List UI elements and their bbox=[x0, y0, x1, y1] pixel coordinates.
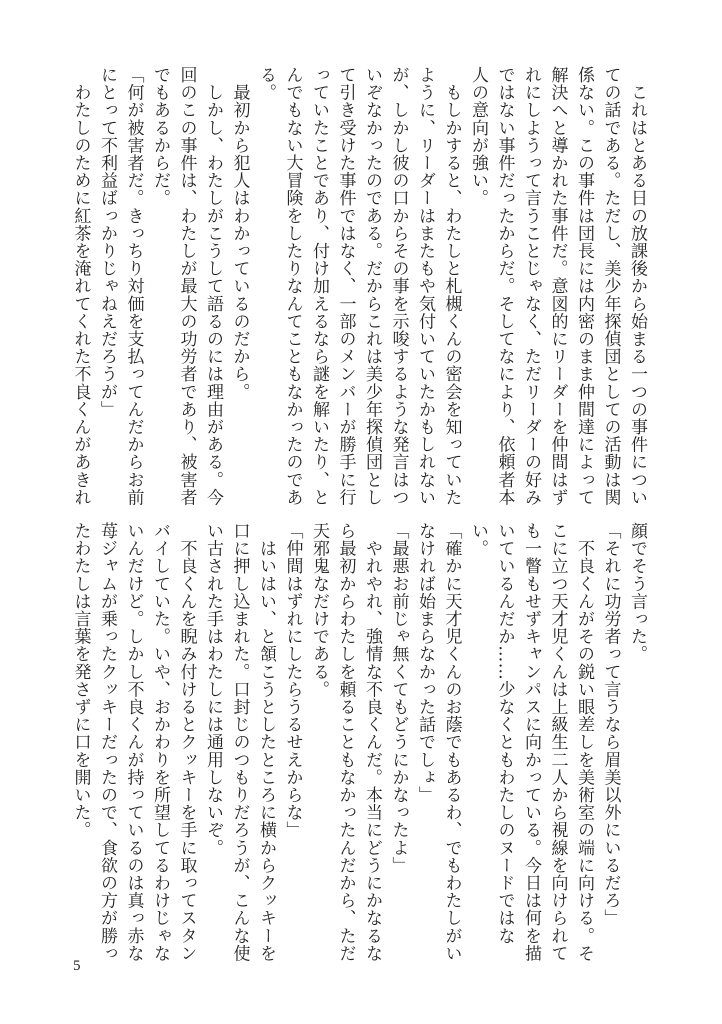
text-line: やれやれ、強情な不良くんだ。本当にどうにかなるな bbox=[362, 522, 382, 962]
text-line: わたしのために紅茶を淹れてくれた不良くんがあきれ bbox=[70, 66, 91, 506]
text-line: 「何が被害者だ。きっちり対価を支払ってんだからお前 bbox=[123, 66, 144, 506]
top-text-block bbox=[67, 66, 650, 506]
text-line: い。 bbox=[468, 522, 488, 558]
text-line: 解決へと導かれた事件だ。意図的にリーダーを仲間はず bbox=[547, 66, 568, 506]
text-line: 「最悪お前じゃ無くてもどうにかなったよ」 bbox=[388, 522, 409, 874]
text-line: 苺ジャムが乗ったクッキーだったので、食欲の方が勝っ bbox=[97, 522, 117, 962]
text-line: いているんだか……少なくともわたしのヌードではな bbox=[494, 522, 515, 945]
text-line: 回のこの事件は、わたしが最大の功労者であり、被害者 bbox=[176, 66, 197, 506]
text-line: ではない事件だったからだ。そしてなにより、依頼者本 bbox=[494, 66, 515, 506]
text-line: 「仲間はずれにしたらうるせえからな」 bbox=[282, 522, 303, 839]
text-line: 不良くんがその鋭い眼差しを美術室の端に向ける。そ bbox=[574, 522, 594, 962]
text-line: 口に押し込まれた。口封じのつもりだろうが、こんな使 bbox=[229, 522, 250, 962]
text-line: 天邪鬼なだけである。 bbox=[309, 522, 329, 698]
text-line: もしかすると、わたしと札槻くんの密会を知っていた bbox=[441, 66, 462, 506]
page-number: 5 bbox=[73, 958, 81, 974]
text-line: でもあるからだ。 bbox=[150, 66, 170, 207]
text-line: しかし、わたしがこうして語るのには理由がある。今 bbox=[203, 66, 223, 506]
text-line: も一瞥もせずキャンパスに向かっている。今日は何を描 bbox=[521, 522, 541, 962]
text-line: て引き受けた事件ではなく、一部のメンバーが勝手に行 bbox=[335, 66, 356, 506]
text-line: 「それに功労者って言うなら眉美以外にいるだろ」 bbox=[600, 522, 621, 927]
text-line: いんだけど。しかし不良くんが持っているのは真っ赤な bbox=[123, 522, 144, 962]
text-line: にとって不利益ばっかりじゃねえだろうが」 bbox=[97, 66, 117, 418]
text-line: はいはい、と頷こうとしたところに横からクッキーを bbox=[256, 522, 276, 962]
text-line: いぞなかったのである。だからこれは美少年探偵団とし bbox=[362, 66, 382, 506]
text-line: れにしようって言うことじゃなく、ただリーダーの好み bbox=[521, 66, 541, 506]
text-line: こに立つ天才児くんは上級生二人から視線を向けられて bbox=[547, 522, 568, 962]
text-line: ように、リーダーはまたもや気付いていたかもしれない bbox=[415, 66, 435, 506]
text-line: たわたしは言葉を発さずに口を開いた。 bbox=[70, 522, 91, 839]
text-line: ら最初からわたしを頼ることもなかったんだから、ただ bbox=[335, 522, 356, 962]
bottom-text-block bbox=[67, 522, 650, 962]
text-line: る。 bbox=[256, 66, 276, 102]
text-line: 顔でそう言った。 bbox=[627, 522, 647, 663]
text-line: 不良くんを睨み付けるとクッキーを手に取ってスタン bbox=[176, 522, 197, 962]
text-line: 「確かに天才児くんのお蔭でもあるわ、でもわたしがい bbox=[441, 522, 462, 962]
text-line: これはとある日の放課後から始まる一つの事件につい bbox=[627, 66, 647, 506]
text-line: なければ始まらなかった話でしょ」 bbox=[415, 522, 435, 804]
text-line: っていたことであり、付け加えるなら謎を解いたり、と bbox=[309, 66, 329, 506]
text-line: い古された手はわたしには通用しないぞ。 bbox=[203, 522, 223, 857]
text-line: 係ない。この事件は団長には内密のまま仲間達によって bbox=[574, 66, 594, 506]
text-line: バイしていた。いや、おかわりを所望してるわけじゃな bbox=[150, 522, 170, 962]
text-line: んでもない大冒険をしたりなんてこともなかったのであ bbox=[282, 66, 303, 506]
text-line: 最初から犯人はわかっているのだから。 bbox=[229, 66, 250, 401]
text-line: ての話である。ただし、美少年探偵団としての活動は関 bbox=[600, 66, 621, 506]
text-line: 人の意向が強い。 bbox=[468, 66, 488, 207]
text-line: が、しかし彼の口からその事を示唆するような発言はつ bbox=[388, 66, 409, 506]
